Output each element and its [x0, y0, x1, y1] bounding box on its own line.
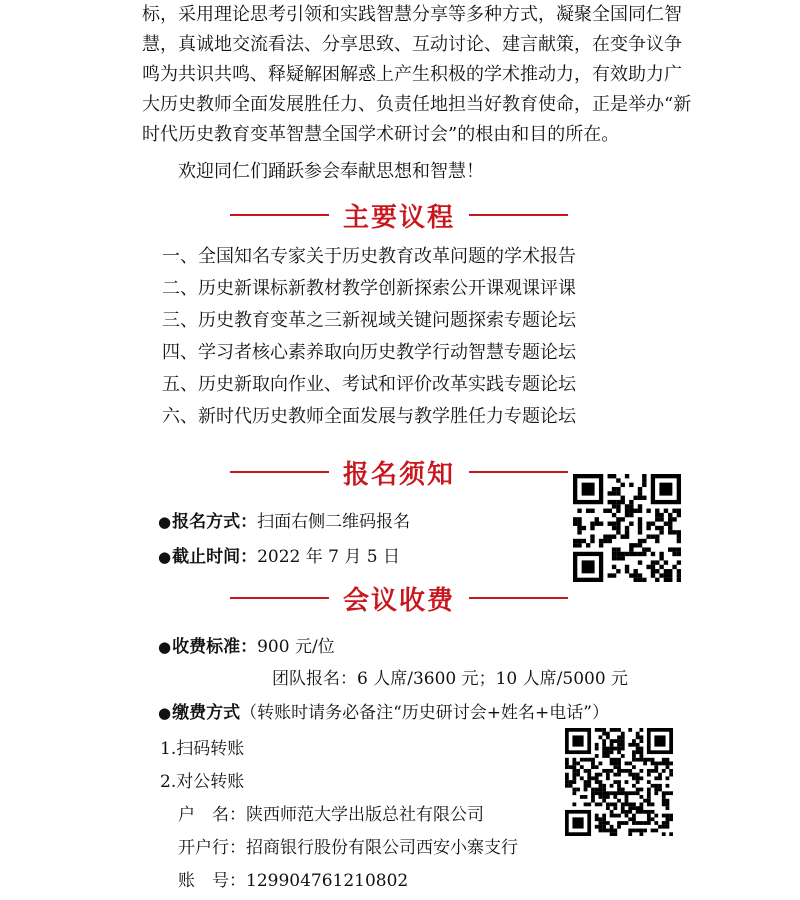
payment-option-scan: 1.扫码转账 — [160, 739, 245, 759]
account-number-label: 账 号： — [178, 871, 246, 891]
agenda-heading — [230, 195, 568, 235]
agenda-item: 五、历史新取向作业、考试和评价改革实践专题论坛 — [162, 374, 576, 395]
heading-rule-left — [230, 597, 329, 599]
bank-name — [178, 833, 518, 858]
intro-line: 鸣为共识共鸣、释疑解困解惑上产生积极的学术推动力，有效助力广 — [142, 64, 682, 85]
bullet-icon: ● — [158, 704, 172, 722]
agenda-list — [162, 241, 576, 433]
registration-qr-code-icon[interactable] — [573, 474, 681, 582]
registration-method-value: 扫面右侧二维码报名 — [257, 512, 411, 532]
payment-method-note: （转账时请务必备注“历史研讨会+姓名+电话”） — [240, 703, 609, 723]
bank-label: 开户行： — [178, 838, 246, 858]
registration-title: 报名须知 — [343, 459, 456, 490]
agenda-item: 四、学习者核心素养取向历史教学行动智慧专题论坛 — [162, 342, 576, 363]
bullet-icon: ● — [158, 548, 172, 566]
agenda-title: 主要议程 — [343, 202, 456, 233]
heading-rule-right — [469, 471, 568, 473]
registration-deadline-value: 2022 年 7 月 5 日 — [257, 547, 401, 567]
registration-method-label: 报名方式： — [172, 512, 258, 532]
registration-method — [158, 507, 410, 532]
intro-line: 慧，真诚地交流看法、分享思致、互动讨论、建言献策，在变争议争 — [142, 34, 682, 55]
payment-qr-svg — [565, 728, 673, 836]
fee-standard — [158, 632, 335, 657]
fee-standard-label: 收费标准： — [172, 637, 258, 657]
account-number-value: 129904761210802 — [246, 871, 409, 891]
agenda-item: 二、历史新课标新教材教学创新探索公开课观课评课 — [162, 278, 576, 299]
agenda-item: 六、新时代历史教师全面发展与教学胜任力专题论坛 — [162, 406, 576, 427]
intro-paragraph — [142, 0, 690, 150]
agenda-item: 一、全国知名专家关于历史教育改革问题的学术报告 — [162, 246, 576, 267]
payment-option-transfer: 2.对公转账 — [160, 772, 245, 792]
heading-rule-right — [469, 214, 568, 216]
payment-method — [158, 698, 609, 723]
account-name — [178, 800, 484, 825]
registration-deadline — [158, 542, 400, 567]
registration-deadline-label: 截止时间： — [172, 547, 258, 567]
bullet-icon: ● — [158, 513, 172, 531]
intro-line: 大历史教师全面发展胜任力、负责任地担当好教育使命，正是举办“新 — [142, 94, 692, 115]
account-number — [178, 866, 408, 891]
heading-rule-left — [230, 214, 329, 216]
welcome-text: 欢迎同仁们踊跃参会奉献思想和智慧！ — [178, 161, 484, 182]
payment-method-label: 缴费方式 — [172, 703, 241, 723]
heading-rule-left — [230, 471, 329, 473]
bank-value: 招商银行股份有限公司西安小寨支行 — [246, 838, 518, 858]
account-name-value: 陕西师范大学出版总社有限公司 — [246, 805, 484, 825]
fee-group: 团队报名：6 人席/3600 元；10 人席/5000 元 — [272, 669, 629, 689]
registration-qr-svg — [573, 474, 681, 582]
fees-title: 会议收费 — [343, 585, 456, 616]
bullet-icon: ● — [158, 638, 172, 656]
account-name-label: 户 名： — [178, 805, 246, 825]
intro-line: 标，采用理论思考引领和实践智慧分享等多种方式，凝聚全国同仁智 — [142, 4, 682, 25]
agenda-item: 三、历史教育变革之三新视域关键问题探索专题论坛 — [162, 310, 576, 331]
fees-heading — [230, 578, 568, 618]
heading-rule-right — [469, 597, 568, 599]
registration-heading — [230, 452, 568, 492]
fee-standard-value: 900 元/位 — [257, 637, 335, 657]
payment-qr-code-icon[interactable] — [565, 728, 673, 836]
intro-line: 时代历史教育变革智慧全国学术研讨会”的根由和目的所在。 — [142, 124, 620, 145]
